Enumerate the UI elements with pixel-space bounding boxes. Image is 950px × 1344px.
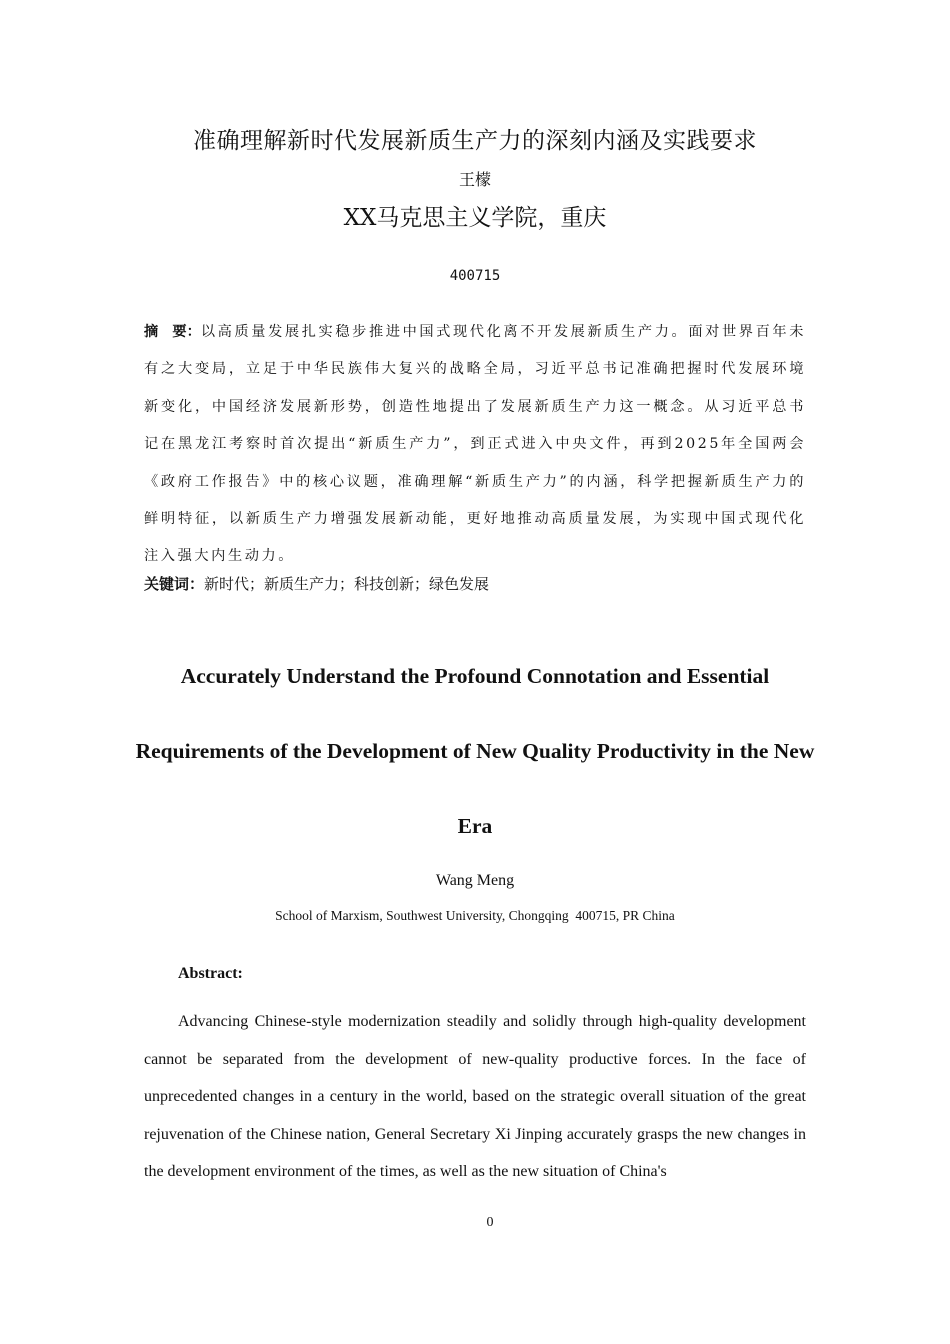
- chinese-keywords: [144, 573, 806, 594]
- english-author: Wang Meng: [435, 872, 515, 889]
- chinese-abstract-label: 摘 要：: [144, 324, 201, 340]
- english-abstract-text: Advancing Chinese-style modernization steadily and solidly through high-quality development cannot be separated from the development of new-quality productive forces. In the face of unprecedented changes in a century in the world, based on the strategic overall situation of the great rejuvenation of the Chinese nation, General Secretary Xi Jinping accurately grasps the new changes in the development environment of the times, as well as the new situation of China's: [144, 1013, 806, 1180]
- chinese-keywords-label: 关键词：: [144, 575, 205, 593]
- chinese-postcode: 400715: [449, 268, 501, 284]
- chinese-author: 王檬: [458, 170, 491, 189]
- chinese-affiliation: XX马克思主义学院，重庆: [343, 205, 607, 231]
- chinese-keywords-text: 新时代；新质生产力；科技创新；绿色发展: [204, 575, 490, 593]
- chinese-abstract-text: 以高质量发展扎实稳步推进中国式现代化离不开发展新质生产力。面对世界百年未有之大变局，立足于中华民族伟大复兴的战略全局，习近平总书记准确把握时代发展环境新变化，中国经济发展新形势，创造性地提出了发展新质生产力这一概念。从习近平总书记在黑龙江考察时首次提出“新质生产力”，到正式进入中央文件，再到2025年全国两会《政府工作报告》中的核心议题，准确理解“新质生产力”的内涵，科学把握新质生产力的鲜明特征，以新质生产力增强发展新动能，更好地推动高质量发展，为实现中国式现代化注入强大内生动力。: [144, 324, 806, 565]
- chinese-title: 准确理解新时代发展新质生产力的深刻内涵及实践要求: [193, 128, 757, 154]
- english-abstract-label: Abstract:: [178, 965, 243, 982]
- english-affiliation: School of Marxism, Southwest University, Chongqing 400715, PR China: [275, 908, 675, 923]
- chinese-abstract: [144, 314, 806, 576]
- english-title: Accurately Understand the Profound Connotation and Essential Requirements of the Development of New Quality Productivity in the New Era: [135, 664, 815, 838]
- page-number: 0: [486, 1215, 494, 1230]
